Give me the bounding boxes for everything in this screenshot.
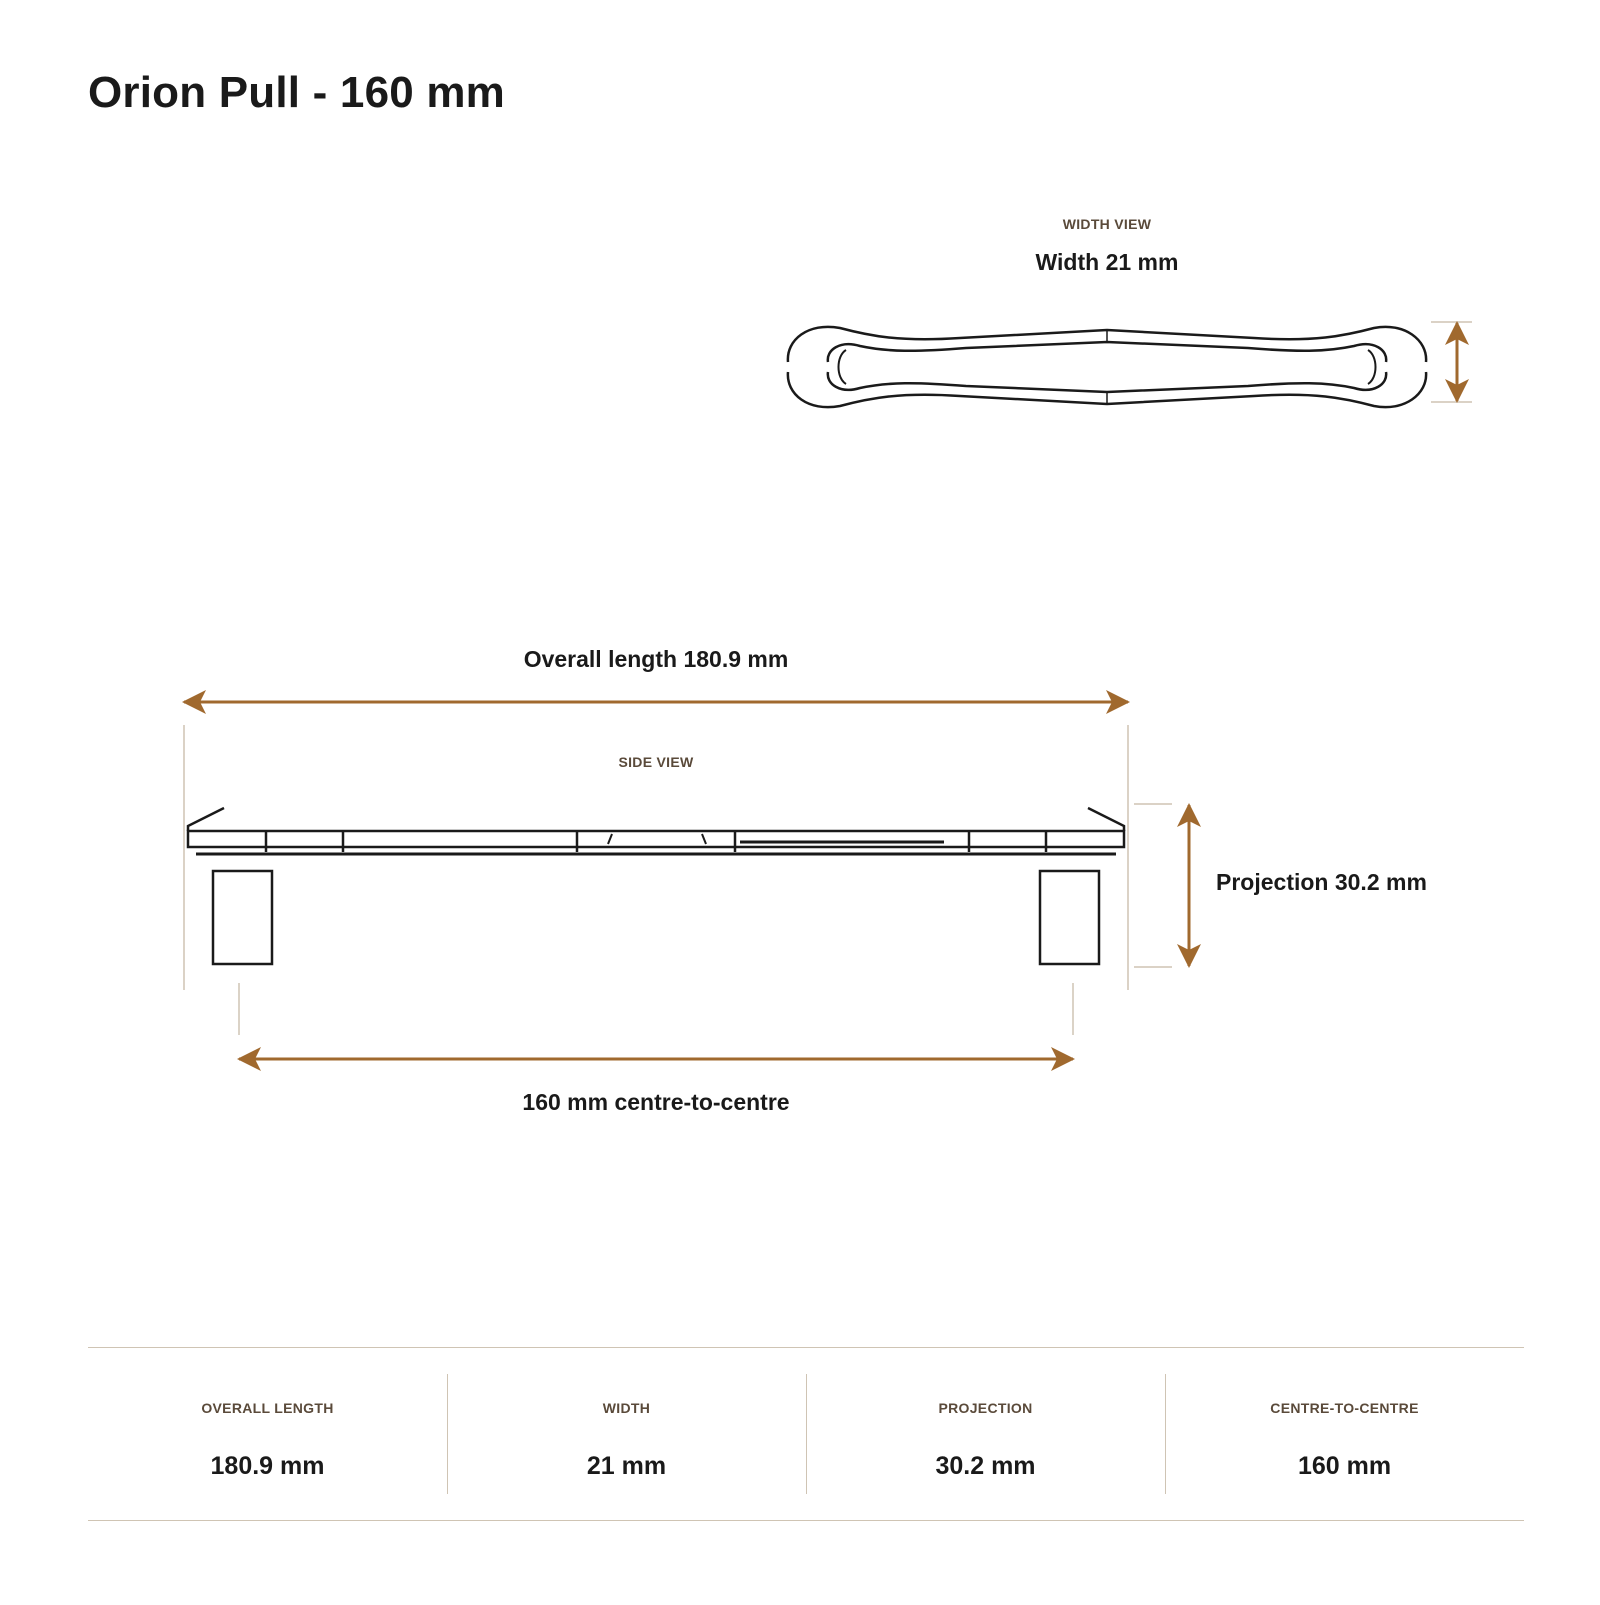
side-view-caption: SIDE VIEW [618, 754, 694, 770]
spec-projection [806, 1348, 1165, 1520]
side-view [184, 646, 1427, 1115]
spec-value: 30.2 mm [935, 1452, 1036, 1480]
spec-value: 21 mm [586, 1452, 667, 1480]
width-dimension [1431, 322, 1472, 402]
projection-dimension [1134, 804, 1427, 967]
centre-dimension [239, 983, 1073, 1115]
handle-top-outline [788, 327, 1426, 407]
width-view [788, 216, 1472, 407]
projection-label: Projection 30.2 mm [1216, 869, 1427, 895]
page-title: Orion Pull - 160 mm [88, 68, 506, 117]
spec-overall-length [88, 1348, 447, 1520]
spec-label: OVERALL LENGTH [201, 1400, 334, 1416]
spec-label: WIDTH [602, 1400, 651, 1416]
spec-label: PROJECTION [938, 1400, 1033, 1416]
spec-width [447, 1348, 806, 1520]
spec-table [88, 1347, 1524, 1521]
spec-centre-to-centre [1165, 1348, 1524, 1520]
spec-value: 160 mm [1297, 1452, 1392, 1480]
spec-label: CENTRE-TO-CENTRE [1270, 1400, 1419, 1416]
centre-label: 160 mm centre-to-centre [522, 1089, 790, 1115]
spec-value: 180.9 mm [210, 1452, 325, 1480]
width-view-caption: WIDTH VIEW [1062, 216, 1152, 232]
handle-side-profile [188, 808, 1124, 964]
overall-length-label: Overall length 180.9 mm [523, 646, 789, 672]
width-dimension-label: Width 21 mm [1035, 249, 1179, 275]
